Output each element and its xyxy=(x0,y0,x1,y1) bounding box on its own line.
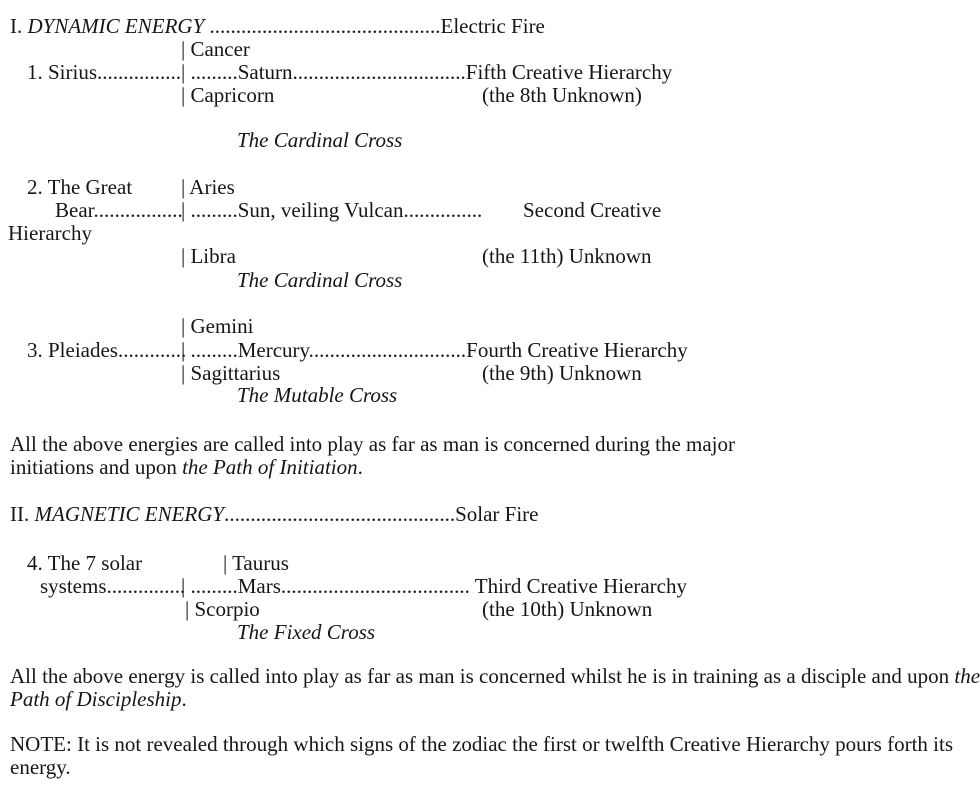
item4-planet-line xyxy=(181,575,687,598)
para2-line1-pre: All the above energy is called into play as far as man is concerned whilst he is in training as a disciple and upon xyxy=(10,664,955,688)
item2-cross-label: The Cardinal Cross xyxy=(237,268,403,292)
heading2-numeral: II. xyxy=(10,502,35,526)
item3-hierarchy-label: Fourth Creative Hierarchy xyxy=(466,338,688,362)
note-line2: energy. xyxy=(10,755,71,779)
item2-unknown-note: (the 11th) Unknown xyxy=(482,244,652,268)
item1-constellation: 1. Sirius................ xyxy=(27,60,182,84)
item4-hierarchy-label: Third Creative Hierarchy xyxy=(469,574,687,598)
item2-sign-bottom: | Libra xyxy=(181,244,236,268)
para1-line2-post: . xyxy=(357,455,363,479)
para1-line2-italic: the Path of Initiation xyxy=(182,455,358,479)
para1-line2-pre: initiations and upon xyxy=(10,455,183,479)
item2-sign-top: | Aries xyxy=(181,175,235,199)
item3-sign-bottom: | Sagittarius xyxy=(181,361,281,385)
heading-result: Electric Fire xyxy=(440,14,545,38)
para2-line1-italic: the xyxy=(954,664,980,688)
item4-constellation-line1: 4. The 7 solar xyxy=(27,551,143,575)
item1-planet-line xyxy=(181,61,672,84)
item1-unknown-note: (the 8th Unknown) xyxy=(482,83,642,107)
item2-constellation-line2: Bear................. xyxy=(55,198,183,222)
item3-constellation: 3. Pleiades............. xyxy=(27,338,187,362)
item2-planet-line: | .........Sun, veiling Vulcan............... xyxy=(181,198,483,222)
para1-line2 xyxy=(10,456,363,479)
item4-constellation-line2: systems............... xyxy=(40,574,186,598)
item1-sign-top: | Cancer xyxy=(181,37,250,61)
item2-constellation-line1: 2. The Great xyxy=(27,175,133,199)
item4-planet-leader: | .........Mars.................................... xyxy=(181,574,470,598)
para2-line2-italic: Path of Discipleship xyxy=(10,687,182,711)
para2-line1 xyxy=(10,665,980,688)
item3-planet-line xyxy=(181,339,688,362)
item4-sign-bottom: | Scorpio xyxy=(185,597,260,621)
para2-line2 xyxy=(10,688,187,711)
heading-magnetic-energy xyxy=(10,503,539,526)
item3-unknown-note: (the 9th) Unknown xyxy=(482,361,642,385)
item2-hierarchy-wrap: Hierarchy xyxy=(8,221,92,245)
dot-leader: ............................................ xyxy=(204,14,441,38)
note-line1: NOTE: It is not revealed through which signs of the zodiac the first or twelfth Creative Hierarchy pours forth its xyxy=(10,732,953,756)
heading-numeral: I. xyxy=(10,14,28,38)
heading2-title: MAGNETIC ENERGY xyxy=(34,502,225,526)
item3-sign-top: | Gemini xyxy=(181,314,254,338)
para1-line1: All the above energies are called into play as far as man is concerned during the major xyxy=(10,432,736,456)
heading2-result: Solar Fire xyxy=(455,502,539,526)
heading-title: DYNAMIC ENERGY xyxy=(27,14,205,38)
item1-sign-bottom: | Capricorn xyxy=(181,83,275,107)
item1-hierarchy-label: Fifth Creative Hierarchy xyxy=(465,60,673,84)
item4-cross-label: The Fixed Cross xyxy=(237,620,376,644)
heading2-dot-leader: ............................................ xyxy=(224,502,456,526)
heading-dynamic-energy xyxy=(10,15,545,38)
item3-planet-leader: | .........Mercury.............................. xyxy=(181,338,467,362)
item2-hierarchy-label: Second Creative xyxy=(523,198,662,222)
item4-sign-top: | Taurus xyxy=(223,551,289,575)
item1-cross-label: The Cardinal Cross xyxy=(237,128,403,152)
item4-unknown-note: (the 10th) Unknown xyxy=(482,597,653,621)
para2-line2-post: . xyxy=(181,687,187,711)
item1-planet-leader: | .........Saturn................................. xyxy=(181,60,466,84)
item3-cross-label: The Mutable Cross xyxy=(237,383,398,407)
